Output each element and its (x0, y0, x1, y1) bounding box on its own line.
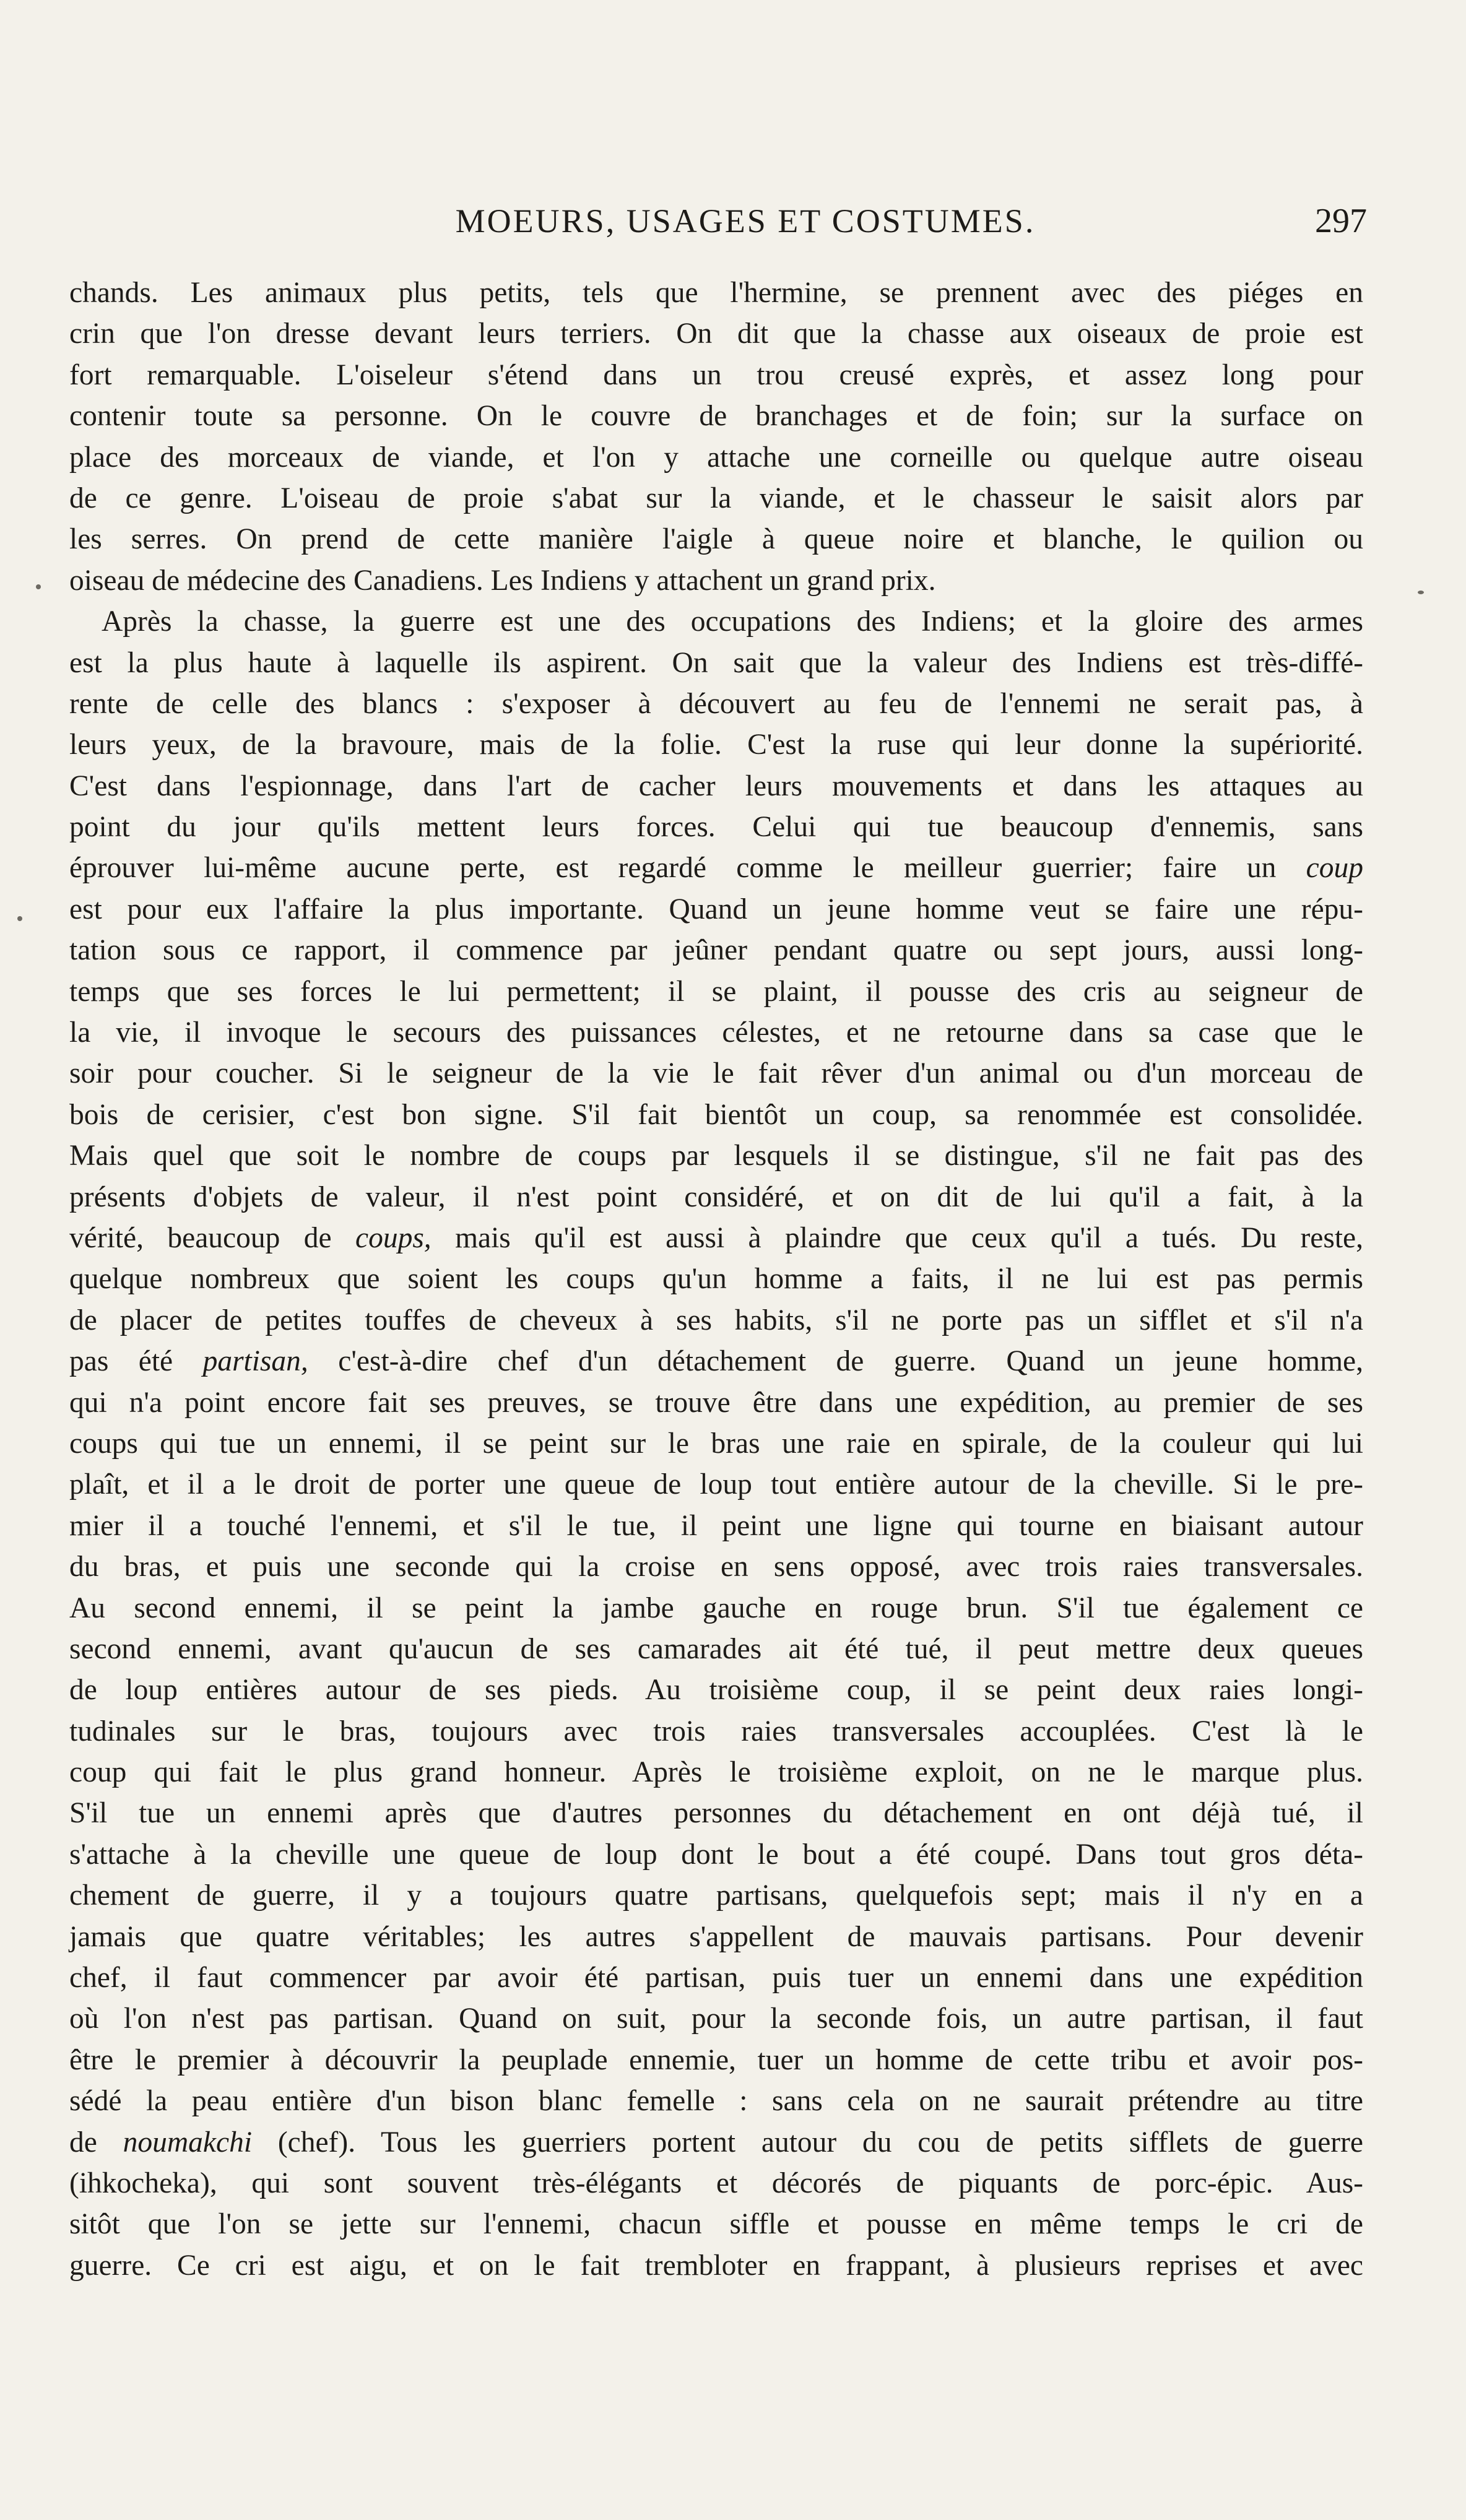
line-text: oiseau de médecine des Canadiens. Les Indiens y attachent un grand prix. (69, 564, 936, 597)
line-text: de loup entières autour de ses pieds. Au troisième coup, il se peint deux raies longi- (69, 1674, 1363, 1707)
italic-term: coups, (355, 1221, 432, 1254)
line-text: coup qui fait le plus grand honneur. Après le troisième exploit, on ne le marque plus. (69, 1756, 1363, 1789)
text-line (69, 437, 1363, 478)
line-text: rente de celle des blancs : s'exposer à découvert au feu de l'ennemi ne serait pas, à (69, 687, 1363, 720)
line-text: être le premier à découvrir la peuplade ennemie, tuer un homme de cette tribu et avoir pos- (69, 2043, 1363, 2076)
text-line (69, 1382, 1363, 1423)
text-line (69, 1135, 1363, 1176)
text-line (69, 1998, 1363, 2039)
text-line (69, 2040, 1363, 2081)
text-line (69, 519, 1363, 560)
text-line (69, 2163, 1363, 2204)
text-line (69, 313, 1363, 354)
page-number: 297 (1315, 202, 1367, 240)
line-text: guerre. Ce cri est aigu, et on le fait trembloter en frappant, à plusieurs reprises et avec (69, 2249, 1363, 2282)
line-text: Après la chasse, la guerre est une des occupations des Indiens; et la gloire des armes (102, 605, 1363, 638)
line-text: second ennemi, avant qu'aucun de ses camarades ait été tué, il peut mettre deux queues (69, 1632, 1363, 1665)
text-line (69, 724, 1363, 765)
line-text: fort remarquable. L'oiseleur s'étend dans un trou creusé exprès, et assez long pour (69, 358, 1363, 391)
text-line (69, 1012, 1363, 1053)
line-text: du bras, et puis une seconde qui la croise en sens opposé, avec trois raies transversales. (69, 1551, 1363, 1583)
line-text: est pour eux l'affaire la plus importante. Quand un jeune homme veut se faire une répu- (69, 893, 1363, 925)
text-line (69, 643, 1363, 683)
italic-term: partisan, (202, 1345, 308, 1378)
line-text-after: c'est-à-dire chef d'un détachement de guerre. Quand un jeune homme, (338, 1345, 1364, 1378)
line-text: chands. Les animaux plus petits, tels que l'hermine, se prennent avec des piéges en (69, 277, 1363, 309)
text-line (69, 2122, 1363, 2163)
line-text: pas été (69, 1345, 173, 1378)
text-line (69, 1423, 1363, 1464)
text-line (69, 396, 1363, 436)
line-text: présents d'objets de valeur, il n'est point considéré, et on dit de lui qu'il a fait, à la (69, 1180, 1363, 1213)
text-line (69, 1916, 1363, 1957)
text-line (69, 1588, 1363, 1629)
text-line (69, 1793, 1363, 1834)
line-text: de placer de petites touffes de cheveux à ses habits, s'il ne porte pas un sifflet et s'il n'a (69, 1304, 1363, 1336)
line-text: Au second ennemi, il se peint la jambe gauche en rouge brun. S'il tue également ce (69, 1591, 1363, 1624)
line-text: qui n'a point encore fait ses preuves, se trouve être dans une expédition, au premier de ses (69, 1386, 1363, 1419)
line-text: place des morceaux de viande, et l'on y attache une corneille ou quelque autre oiseau (69, 441, 1363, 474)
text-line (69, 1629, 1363, 1669)
line-text-after: mais qu'il est aussi à plaindre que ceux qu'il a tués. Du reste, (455, 1221, 1364, 1254)
text-line (69, 355, 1363, 396)
line-text: les serres. On prend de cette manière l'aigle à queue noire et blanche, le quilion ou (69, 523, 1363, 556)
text-line (69, 1258, 1363, 1299)
line-text: est la plus haute à laquelle ils aspirent. On sait que la valeur des Indiens est très-diffé- (69, 646, 1363, 679)
line-text: leurs yeux, de la bravoure, mais de la folie. C'est la ruse qui leur donne la supériorité. (69, 729, 1363, 761)
line-text: mier il a touché l'ennemi, et s'il le tue, il peint une ligne qui tourne en biaisant autour (69, 1509, 1363, 1542)
margin-mark (17, 916, 22, 921)
text-line (69, 889, 1363, 930)
text-line (69, 1505, 1363, 1546)
line-text: chement de guerre, il y a toujours quatre partisans, quelquefois sept; mais il n'y en a (69, 1879, 1363, 1912)
text-line (69, 847, 1363, 888)
text-line (69, 1834, 1363, 1875)
line-text: (ihkocheka), qui sont souvent très-élégants et décorés de piquants de porc-épic. Aus- (69, 2167, 1363, 2199)
line-text: vérité, beaucoup de (69, 1221, 332, 1254)
text-line (69, 1094, 1363, 1135)
text-line (69, 1669, 1363, 1710)
text-line (69, 1177, 1363, 1218)
line-text-after: (chef). Tous les guerriers portent autour du cou de petits sifflets de guerre (277, 2126, 1364, 2158)
line-text: de (69, 2126, 97, 2158)
line-text: où l'on n'est pas partisan. Quand on suit, pour la seconde fois, un autre partisan, il faut (69, 2003, 1363, 2035)
body-text (69, 272, 1363, 2286)
italic-term: noumakchi (123, 2126, 253, 2158)
margin-mark (1418, 591, 1424, 594)
text-line (69, 478, 1363, 519)
line-text: temps que ses forces le lui permettent; il se plaint, il pousse des cris au seigneur de (69, 975, 1363, 1008)
line-text: sédé la peau entière d'un bison blanc femelle : sans cela on ne saurait prétendre au titre (69, 2085, 1363, 2118)
text-line (69, 766, 1363, 807)
line-text: la vie, il invoque le secours des puissances célestes, et ne retourne dans sa case que le (69, 1016, 1363, 1049)
text-line (69, 1546, 1363, 1587)
line-text: tation sous ce rapport, il commence par jeûner pendant quatre ou sept jours, aussi long- (69, 934, 1363, 967)
line-text: s'attache à la cheville une queue de loup dont le bout a été coupé. Dans tout gros déta- (69, 1838, 1363, 1871)
line-text: sitôt que l'on se jette sur l'ennemi, chacun siffle et pousse en même temps le cri de (69, 2208, 1363, 2241)
running-title: MOEURS, USAGES ET COSTUMES. (455, 202, 1036, 240)
text-line (69, 807, 1363, 847)
text-line (69, 601, 1363, 642)
line-text: quelque nombreux que soient les coups qu'un homme a faits, il ne lui est pas permis (69, 1263, 1363, 1296)
line-text: point du jour qu'ils mettent leurs forces. Celui qui tue beaucoup d'ennemis, sans (69, 811, 1363, 844)
text-line (69, 1711, 1363, 1752)
line-text: S'il tue un ennemi après que d'autres personnes du détachement en ont déjà tué, il (69, 1797, 1363, 1830)
line-text: chef, il faut commencer par avoir été partisan, puis tuer un ennemi dans une expédition (69, 1962, 1363, 1994)
line-text: bois de cerisier, c'est bon signe. S'il fait bientôt un coup, sa renommée est consolidée. (69, 1098, 1363, 1131)
text-line (69, 1053, 1363, 1094)
line-text: jamais que quatre véritables; les autres s'appellent de mauvais partisans. Pour devenir (69, 1920, 1363, 1953)
line-text: coups qui tue un ennemi, il se peint sur le bras une raie en spirale, de la couleur qui lui (69, 1427, 1363, 1460)
line-text: plaît, et il a le droit de porter une queue de loup tout entière autour de la cheville. Si le pre- (69, 1468, 1363, 1501)
text-line (69, 930, 1363, 971)
running-head (0, 199, 1466, 243)
text-line (69, 971, 1363, 1012)
line-text: éprouver lui-même aucune perte, est regardé comme le meilleur guerrier; faire un (69, 852, 1277, 885)
text-line (69, 1341, 1363, 1382)
text-line (69, 1464, 1363, 1505)
text-line (69, 560, 1363, 601)
text-line (69, 1957, 1363, 1998)
text-line (69, 683, 1363, 724)
line-text: Mais quel que soit le nombre de coups par lesquels il se distingue, s'il ne fait pas des (69, 1140, 1363, 1172)
line-text: contenir toute sa personne. On le couvre de branchages et de foin; sur la surface on (69, 400, 1363, 433)
line-text: tudinales sur le bras, toujours avec trois raies transversales accouplées. C'est là le (69, 1715, 1363, 1747)
text-line (69, 1218, 1363, 1258)
margin-mark (36, 584, 41, 589)
line-text: soir pour coucher. Si le seigneur de la vie le fait rêver d'un animal ou d'un morceau de (69, 1057, 1363, 1090)
text-line (69, 272, 1363, 313)
line-text: crin que l'on dresse devant leurs terriers. On dit que la chasse aux oiseaux de proie est (69, 318, 1363, 350)
line-text: de ce genre. L'oiseau de proie s'abat sur la viande, et le chasseur le saisit alors par (69, 482, 1363, 514)
text-line (69, 1752, 1363, 1793)
text-line (69, 2204, 1363, 2245)
text-line (69, 2081, 1363, 2121)
text-line (69, 1300, 1363, 1341)
italic-term: coup (1306, 852, 1364, 885)
line-text: C'est dans l'espionnage, dans l'art de cacher leurs mouvements et dans les attaques au (69, 769, 1363, 802)
text-line (69, 2245, 1363, 2286)
text-line (69, 1875, 1363, 1916)
